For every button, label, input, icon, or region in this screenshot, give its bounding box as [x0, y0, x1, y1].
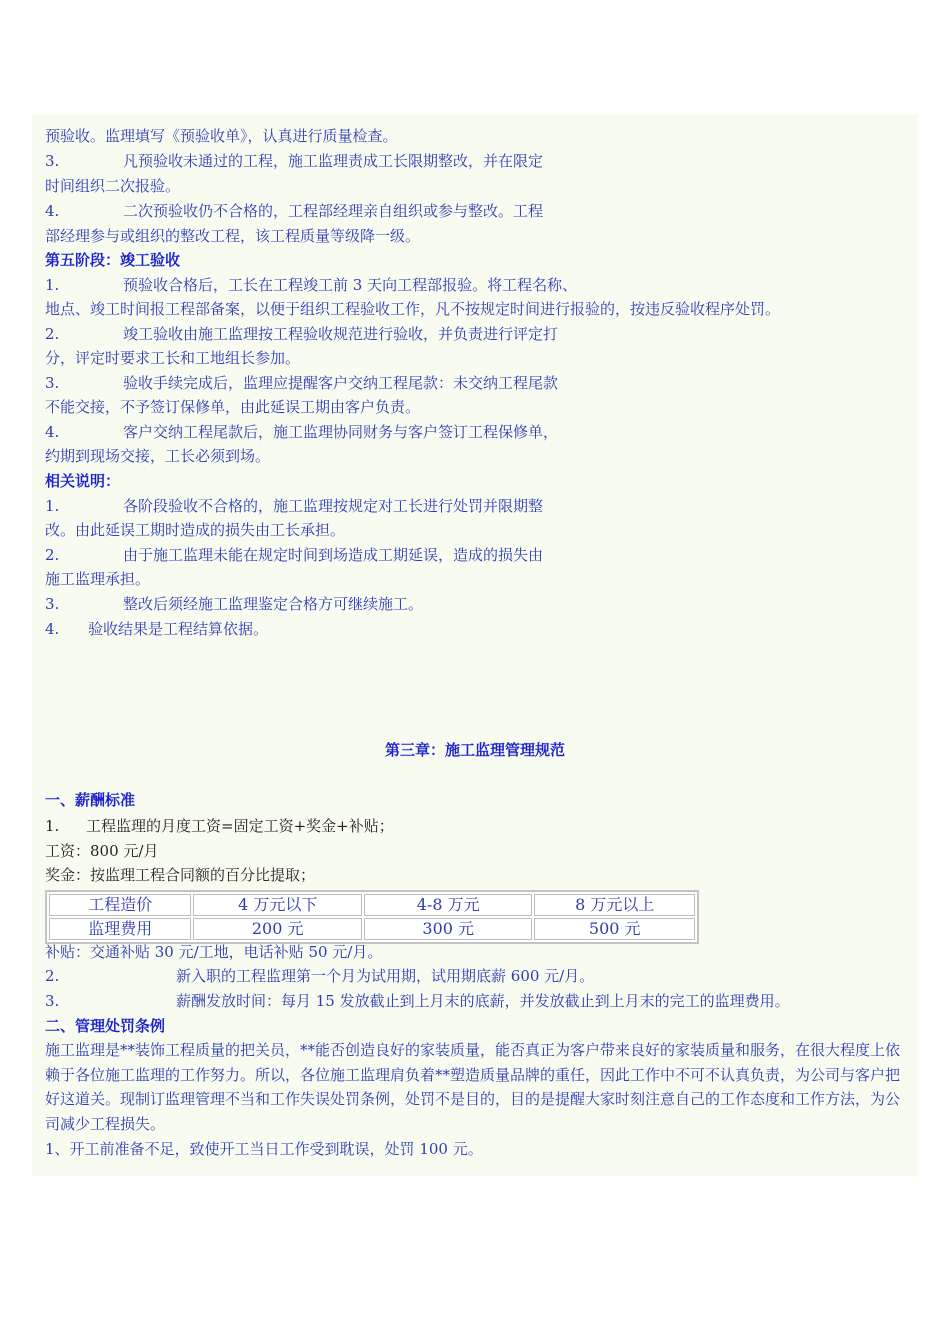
list-number: 3.	[45, 595, 60, 613]
table-cell: 4-8 万元	[364, 894, 533, 916]
list-number: 2.	[45, 325, 60, 343]
list-text: 验收手续完成后，监理应提醒客户交纳工程尾款：未交纳工程尾款	[123, 374, 559, 392]
list-item	[45, 324, 558, 344]
list-text: 工程监理的月度工资=固定工资+奖金+补贴；	[86, 817, 394, 835]
paragraph-line: 约期到现场交接，工长必须到场。	[45, 447, 271, 465]
table-cell: 300 元	[364, 918, 533, 940]
list-text: 验收结果是工程结算依据。	[88, 620, 269, 638]
paragraph-line: 分，评定时要求工长和工地组长参加。	[45, 349, 301, 367]
list-item	[45, 496, 543, 516]
paragraph-line: 1、开工前准备不足，致使开工当日工作受到耽误，处罚 100 元。	[45, 1140, 483, 1158]
list-item	[45, 151, 543, 171]
list-item	[45, 275, 577, 295]
table-cell: 500 元	[534, 918, 695, 940]
paragraph-line: 地点、竣工时间报工程部备案，以便于组织工程验收工作，凡不按规定时间进行报验的，按违反验收程序处罚。	[45, 300, 781, 318]
list-item	[45, 966, 594, 986]
list-text: 竣工验收由施工监理按工程验收规范进行验收，并负责进行评定打	[123, 325, 559, 343]
list-text: 由于施工监理未能在规定时间到场造成工期延误，造成的损失由	[123, 546, 544, 564]
list-number: 4.	[45, 423, 60, 441]
list-text: 整改后须经施工监理鉴定合格方可继续施工。	[123, 595, 424, 613]
list-text: 薪酬发放时间：每月 15 发放截止到上月末的底薪，并发放截止到上月末的完工的监理费用。	[176, 992, 790, 1010]
list-number: 4.	[45, 620, 60, 638]
list-number: 2.	[45, 546, 60, 564]
list-number: 3.	[45, 152, 60, 170]
paragraph-line: 改。由此延误工期时造成的损失由工长承担。	[45, 521, 346, 539]
list-number: 4.	[45, 202, 60, 220]
section-heading: 一、薪酬标准	[45, 791, 136, 809]
list-text: 预验收合格后，工长在工程竣工前 3 天向工程部报验。将工程名称、	[123, 276, 578, 294]
table-cell: 200 元	[193, 918, 362, 940]
list-number: 1.	[45, 497, 60, 515]
list-item	[45, 201, 543, 221]
paragraph-line: 工资：800 元/月	[45, 842, 159, 860]
table-cell: 监理费用	[49, 918, 191, 940]
list-item	[45, 816, 394, 836]
section-heading: 第五阶段：竣工验收	[45, 251, 181, 269]
list-item	[45, 545, 543, 565]
paragraph-line: 部经理参与或组织的整改工程，该工程质量等级降一级。	[45, 227, 421, 245]
fee-table	[45, 890, 699, 944]
paragraph-line: 时间组织二次报验。	[45, 177, 181, 195]
list-text: 新入职的工程监理第一个月为试用期，试用期底薪 600 元/月。	[176, 967, 595, 985]
list-number: 3.	[45, 992, 60, 1010]
table-cell: 4 万元以下	[193, 894, 362, 916]
list-text: 凡预验收未通过的工程，施工监理责成工长限期整改，并在限定	[123, 152, 544, 170]
table-cell: 8 万元以上	[534, 894, 695, 916]
list-item	[45, 619, 268, 639]
list-number: 3.	[45, 374, 60, 392]
table-cell: 工程造价	[49, 894, 191, 916]
table-row	[49, 918, 695, 940]
list-item	[45, 422, 558, 442]
section-heading: 二、管理处罚条例	[45, 1017, 166, 1035]
section-heading: 相关说明：	[45, 472, 121, 490]
table-row	[49, 894, 695, 916]
list-text: 客户交纳工程尾款后，施工监理协同财务与客户签订工程保修单，	[123, 423, 559, 441]
paragraph-line: 预验收。监理填写《预验收单》，认真进行质量检查。	[45, 127, 398, 145]
list-item	[45, 991, 790, 1011]
paragraph-line: 补贴：交通补贴 30 元/工地，电话补贴 50 元/月。	[45, 943, 383, 961]
list-item	[45, 373, 558, 393]
list-number: 1.	[45, 817, 60, 835]
paragraph-line: 施工监理承担。	[45, 570, 151, 588]
list-item	[45, 594, 423, 614]
list-number: 1.	[45, 276, 60, 294]
list-number: 2.	[45, 967, 60, 985]
list-text: 二次预验收仍不合格的，工程部经理亲自组织或参与整改。工程	[123, 202, 544, 220]
paragraph-line: 不能交接，不予签订保修单，由此延误工期由客户负责。	[45, 398, 421, 416]
list-text: 各阶段验收不合格的，施工监理按规定对工长进行处罚并限期整	[123, 497, 544, 515]
chapter-title: 第三章：施工监理管理规范	[384, 741, 565, 759]
paragraph-line: 奖金：按监理工程合同额的百分比提取；	[45, 866, 316, 884]
paragraph: 施工监理是**装饰工程质量的把关员，**能否创造良好的家装质量，能否真正为客户带来良好的家装质量和服务，在很大程度上依赖于各位施工监理的工作努力。所以，各位施工监理肩负着**塑造质量品牌的重任，因此工作中不可不认真负责，为公司与客户把好这道关。现制订监理管理不当和工作失误处罚条例，处罚不是目的，目的是提醒大家时刻注意自己的工作态度和工作方法，为公司减少工程损失。	[45, 1041, 901, 1133]
